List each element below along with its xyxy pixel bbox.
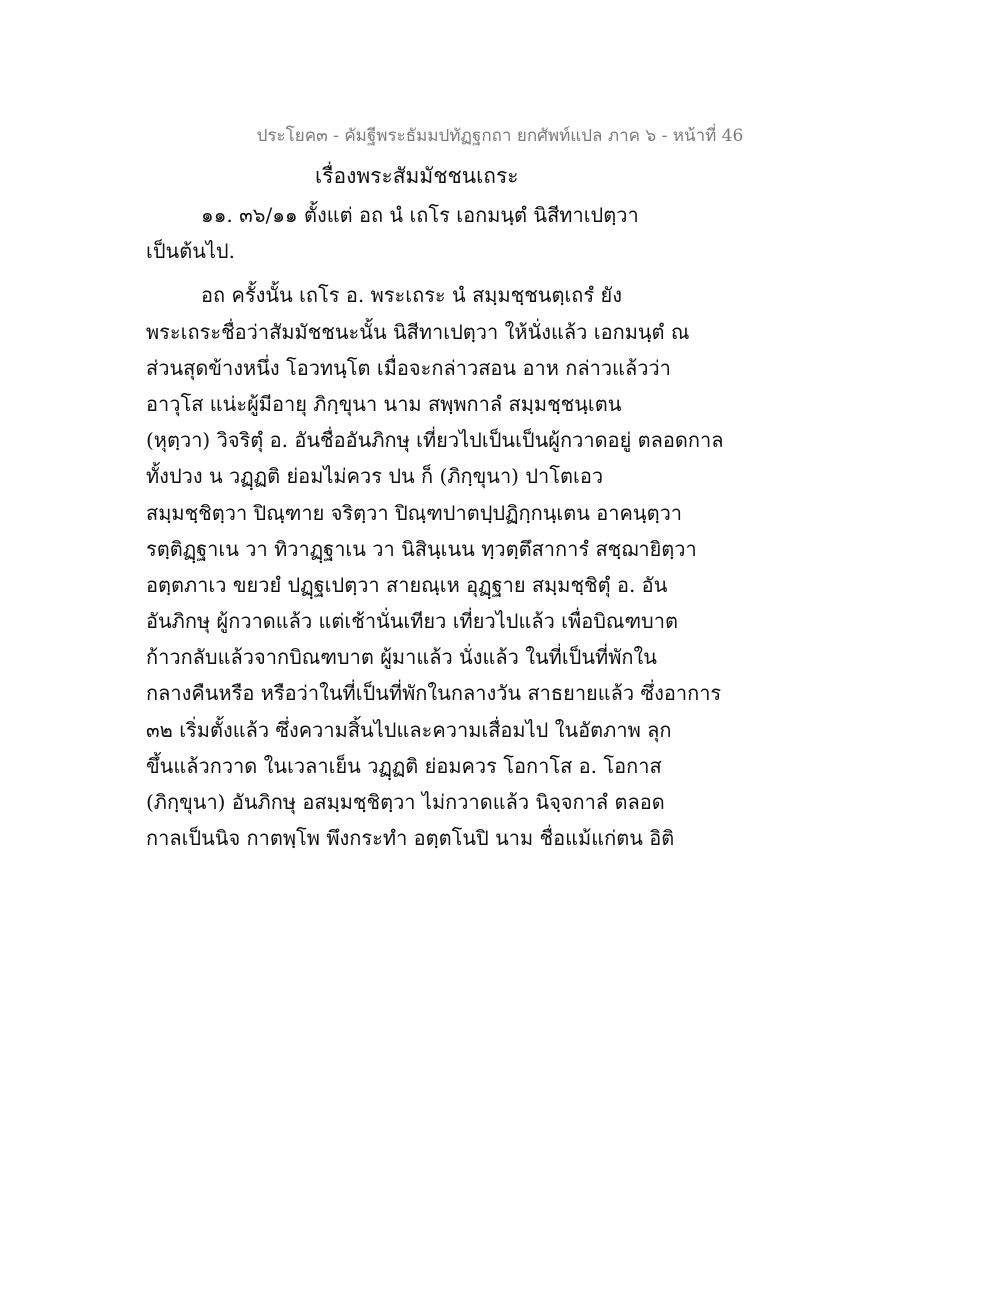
paragraph-line: ๓๒ เริ่มตั้งแล้ว ซึ่งความสิ้นไปและความเสื่อมไป ในอัตภาพ ลุก (146, 717, 672, 742)
paragraph-line: ๑๑. ๓๖/๑๑ ตั้งแต่ อถ นํ เถโร เอกมนฺตํ นิสีทาเปตฺวา (201, 203, 639, 227)
paragraph-line: อตฺตภาเว ขยวยํ ปฏฺฐเปตฺวา สายณฺเห อุฏฺฐาย สมฺมชฺชิตุํ อ. อัน (146, 572, 668, 597)
paragraph-line: อันภิกษุ ผู้กวาดแล้ว แต่เช้านั่นเทียว เที่ยวไปแล้ว เพื่อบิณฑบาต (146, 609, 678, 634)
paragraph-line: ส่วนสุดข้างหนึ่ง โอวทนฺโต เมื่อจะกล่าวสอน อาห กล่าวแล้วว่า (146, 355, 671, 380)
page-header: ประโยค๓ - คัมฐีพระธัมมปทัฏฐกถา ยกศัพท์แปล ภาค ๖ - หน้าที่ 46 (256, 126, 744, 146)
paragraph-line: ก้าวกลับแล้วจากบิณฑบาต ผู้มาแล้ว นั่งแล้ว ในที่เป็นที่พักใน (146, 645, 657, 670)
paragraph-line: พระเถระชื่อว่าสัมมัชชนะนั้น นิสีทาเปตฺวา ให้นั่งแล้ว เอกมนฺตํ ณ (146, 319, 690, 344)
paragraph-line: อถ ครั้งนั้น เถโร อ. พระเถระ นํ สมฺมชฺชนตฺเถรํ ยัง (201, 283, 622, 308)
paragraph-line: กาลเป็นนิจ กาตพฺโพ พึงกระทำ อตฺตโนปิ นาม ชื่อแม้แก่ตน อิติ (146, 826, 675, 851)
paragraph-line: กลางคืนหรือ หรือว่าในที่เป็นที่พักในกลางวัน สาธยายแล้ว ซึ่งอาการ (146, 681, 722, 706)
paragraph-line: ขึ้นแล้วกวาด ในเวลาเย็น วฏฺฏติ ย่อมควร โอกาโส อ. โอกาส (146, 753, 662, 778)
paragraph-gap (146, 269, 866, 277)
paragraph-line: สมฺมชฺชิตฺวา ปิณฺฑาย จริตฺวา ปิณฺฑปาตปฺปฏิกฺกนฺเตน อาคนฺตฺวา (146, 500, 683, 525)
paragraph-line: (ภิกฺขุนา) อันภิกษุ อสมฺมชฺชิตฺวา ไม่กวาดแล้ว นิจฺจกาลํ ตลอด (146, 790, 665, 814)
paragraph-line: เป็นต้นไป. (146, 239, 235, 264)
paragraph-line: รตฺติฏฺฐาเน วา ทิวาฏฺฐาเน วา นิสินฺเนน ทฺวตฺตึสาการํ สชฺฌายิตฺวา (146, 536, 697, 561)
story-title: เรื่องพระสัมมัชชนเถระ (315, 164, 519, 188)
body-text (146, 197, 866, 856)
paragraph-line: อาวุโส แน่ะผู้มีอายุ ภิกฺขุนา นาม สพฺพกาลํ สมฺมชฺชนฺเตน (146, 391, 622, 416)
paragraph-line: (หุตฺวา) วิจริตุํ อ. อันชื่ออันภิกษุ เที่ยวไปเป็นเป็นผู้กวาดอยู่ ตลอดกาล (146, 428, 724, 453)
paragraph-line: ทั้งปวง น วฏฺฏติ ย่อมไม่ควร ปน ก็ (ภิกฺขุนา) ปาโตเอว (146, 464, 604, 489)
